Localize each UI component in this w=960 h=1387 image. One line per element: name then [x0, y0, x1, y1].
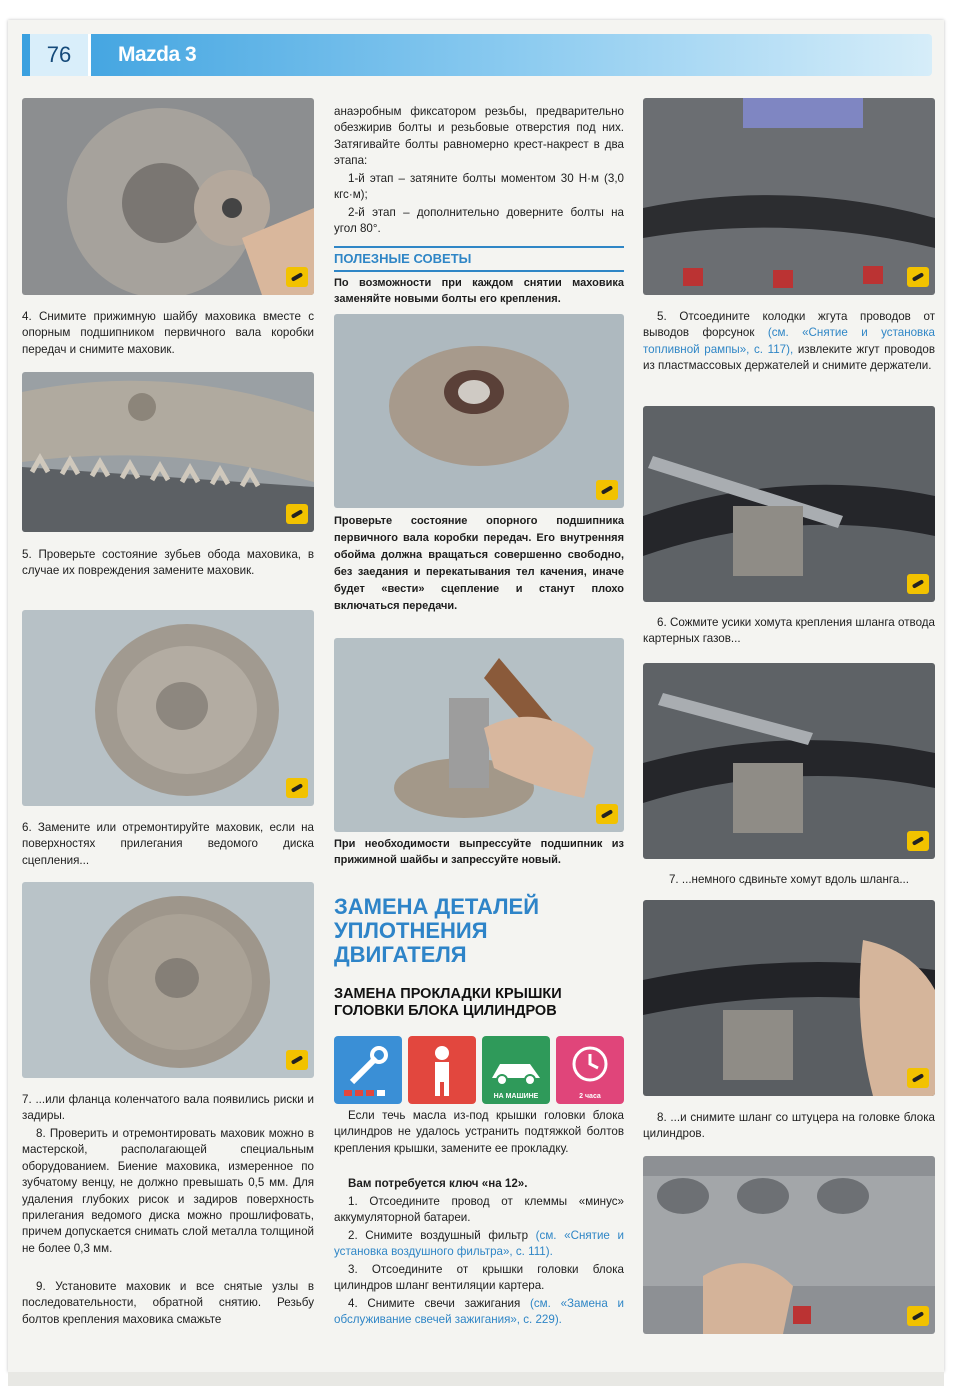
step-7: 7. ...немного сдвиньте хомут вдоль шланга... [668, 873, 909, 886]
photo-remove-hose [643, 900, 935, 1096]
person-icon [408, 1036, 476, 1104]
step-6: 6. Сожмите усики хомута крепления шланга отвода картерных газов... [643, 616, 935, 646]
tool-needed: Вам потребуется ключ «на 12». [348, 1177, 528, 1190]
photo-move-clamp [643, 663, 935, 859]
step-4-reference: (см. «Замена и обслуживание свечей зажигания», с. 229). [334, 1297, 625, 1327]
camera-marker-icon [286, 267, 308, 287]
camera-marker-icon [907, 267, 929, 287]
photo-hose-clamp-pliers [643, 406, 935, 602]
camera-marker-icon [596, 804, 618, 824]
clock-icon [556, 1036, 624, 1104]
camera-marker-icon [286, 1050, 308, 1070]
car-badge-label: НА МАШИНЕ [493, 1093, 539, 1100]
camera-marker-icon [286, 778, 308, 798]
photo-valve-cover [643, 1156, 935, 1334]
car-icon [482, 1036, 550, 1104]
step-1: 1. Отсоедините провод от клеммы «минус» аккумуляторной батареи. [334, 1195, 624, 1225]
photo-press-bearing [334, 638, 624, 832]
step-4 [334, 1296, 624, 1329]
wrench-difficulty-icon [334, 1036, 402, 1104]
stage-2: 2-й этап – дополнительно доверните болты на угол 80°. [334, 206, 624, 236]
time-badge-label: 2 часа [579, 1093, 601, 1100]
photo-flywheel-back [22, 882, 314, 1078]
paragraph-step-9: 9. Установите маховик и все снятые узлы в последовательности, обратной снятию. Резьбу болтов крепления маховика смажьте [22, 1280, 314, 1326]
step-2-reference: (см. «Снятие и установка воздушного фильтра», с. 111). [334, 1229, 624, 1259]
step-8: 8. ...и снимите шланг со штуцера на головке блока цилиндров. [643, 1111, 935, 1141]
page-bottom-edge [8, 1372, 944, 1386]
step-3: 3. Отсоедините от крышки головки блока цилиндров шланг вентиляции картера. [334, 1263, 624, 1293]
step-5 [643, 309, 935, 375]
step-2-text: 2. Снимите воздушный фильтр [348, 1229, 536, 1242]
camera-marker-icon [907, 831, 929, 851]
tip-replace-bolts: По возможности при каждом снятии маховика заменяйте новыми болты его крепления. [334, 277, 624, 306]
difficulty-badges [334, 1036, 624, 1104]
stage-1: 1-й этап – затяните болты моментом 30 Н·м (3,0 кгс·м); [334, 172, 624, 202]
step-5-reference: (см. «Снятие и установка топливной рампы», с. 117), [643, 326, 935, 356]
intro-paragraph: Если течь масла из-под крышки головки блока цилиндров не удалось устранить подтяжкой болтов крепления крышки, замените ее прокладку. [334, 1109, 624, 1155]
photo-bearing-washer [334, 314, 624, 508]
tip-press-bearing: При необходимости выпрессуйте подшипник из прижимной шайбы и запрессуйте новый. [334, 838, 624, 867]
camera-marker-icon [907, 1068, 929, 1088]
caption-step-4: 4. Снимите прижимную шайбу маховика вместе с опорным подшипником первичного вала коробки передач и снимите маховик. [22, 310, 314, 356]
camera-marker-icon [286, 504, 308, 524]
step-2 [334, 1228, 624, 1261]
subsection-title: ЗАМЕНА ПРОКЛАДКИ КРЫШКИ ГОЛОВКИ БЛОКА ЦИЛИНДРОВ [334, 986, 562, 1019]
photo-flywheel-teeth [22, 372, 314, 532]
page-number: 76 [30, 34, 91, 76]
caption-step-5: 5. Проверьте состояние зубьев обода маховика, в случае их повреждения замените маховик. [22, 548, 314, 578]
tip-check-bearing: Проверьте состояние опорного подшипника первичного вала коробки передач. Его внутренняя обойма должна вращаться совершенно свободно, без заедания и перекатывания тел качения, иначе будет «вести» сцепление и станут плохо включаться передачи. [334, 515, 624, 612]
photo-injector-harness [643, 98, 935, 295]
photo-flywheel-washer [22, 98, 314, 295]
useful-tips-header: ПОЛЕЗНЫЕ СОВЕТЫ [334, 246, 624, 272]
caption-step-6: 6. Замените или отремонтируйте маховик, если на поверхностях прилегания ведомого диска сцепления... [22, 821, 314, 867]
photo-flywheel-face [22, 610, 314, 806]
book-title: Mazda 3 [118, 43, 197, 66]
section-title: ЗАМЕНА ДЕТАЛЕЙ УПЛОТНЕНИЯ ДВИГАТЕЛЯ [334, 894, 540, 967]
step-5-rest: извлеките жгут проводов из пластмассовых держателей и снимите держатели. [643, 342, 935, 373]
camera-marker-icon [907, 1306, 929, 1326]
camera-marker-icon [596, 480, 618, 500]
paragraph-step-8: 8. Проверить и отремонтировать маховик можно в мастерской, располагающей специальным оборудованием. Биение маховика, измеренное по зубчатому венцу, не должно превышать 0,5 мм. Для удаления глубоких рисок и задиров поверхность прилегания ведомого диска можно прошлифовать, причем допускается снимать слой металла толщиной не более 0,3 мм. [22, 1127, 314, 1255]
caption-step-7: 7. ...или фланца коленчатого вала появились риски и задиры. [22, 1093, 314, 1123]
camera-marker-icon [907, 574, 929, 594]
step-4-text: 4. Снимите свечи зажигания [348, 1297, 530, 1310]
paragraph-continued: анаэробным фиксатором резьбы, предварительно обезжирив болты и резьбовые отверстия под них. Затягивайте болты равномерно крест-накрест в два этапа: [334, 105, 624, 168]
step-5-text: 5. Отсоедините колодки жгута проводов от выводов форсунок [643, 310, 935, 340]
